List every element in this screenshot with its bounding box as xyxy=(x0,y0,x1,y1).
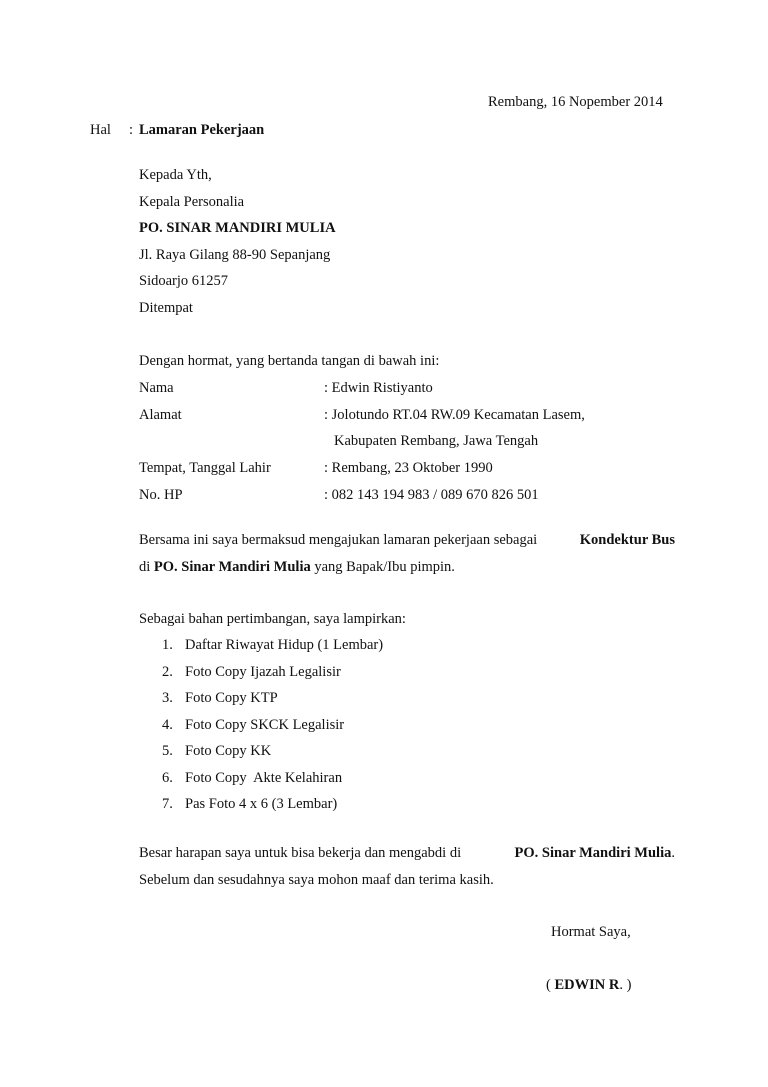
list-item: 4. Foto Copy SKCK Legalisir xyxy=(162,716,345,733)
name-label: Nama xyxy=(139,380,174,396)
phone-label: No. HP xyxy=(139,487,183,503)
subject-value: Lamaran Pekerjaan xyxy=(139,122,265,138)
regards-text: Hormat Saya, xyxy=(551,924,631,940)
recipient-greeting: Kepada Yth, xyxy=(139,167,212,183)
address-label: Alamat xyxy=(139,407,182,423)
recipient-position: Kepala Personalia xyxy=(139,194,245,210)
address-value-line1: : Jolotundo RT.04 RW.09 Kecamatan Lasem, xyxy=(324,407,585,423)
list-item: 1. Daftar Riwayat Hidup (1 Lembar) xyxy=(162,637,384,653)
closing-line2: Sebelum dan sesudahnya saya mohon maaf dan terima kasih. xyxy=(139,872,494,888)
signature-name: ( EDWIN R. ) xyxy=(546,977,632,993)
purpose-text: Bersama ini saya bermaksud mengajukan lamaran pekerjaan sebagai xyxy=(139,532,538,548)
recipient-place: Ditempat xyxy=(139,300,193,316)
attachments-intro: Sebagai bahan pertimbangan, saya lampirkan: xyxy=(139,611,406,627)
list-item: 2. Foto Copy Ijazah Legalisir xyxy=(162,663,341,680)
closing-text: Besar harapan saya untuk bisa bekerja dan mengabdi di xyxy=(139,845,462,861)
birth-value: : Rembang, 23 Oktober 1990 xyxy=(324,460,493,476)
birth-label: Tempat, Tanggal Lahir xyxy=(139,460,271,476)
closing-company: PO. Sinar Mandiri Mulia xyxy=(514,845,672,861)
address-value-line2: Kabupaten Rembang, Jawa Tengah xyxy=(334,433,539,449)
letter-date: Rembang, 16 Nopember 2014 xyxy=(488,94,663,110)
list-item: 5. Foto Copy KK xyxy=(162,743,272,759)
recipient-city: Sidoarjo 61257 xyxy=(139,273,229,289)
attachments-list xyxy=(162,636,383,822)
name-value: : Edwin Ristiyanto xyxy=(324,380,433,396)
purpose-line1 xyxy=(139,531,675,549)
recipient-company: PO. SINAR MANDIRI MULIA xyxy=(139,220,336,236)
intro-text: Dengan hormat, yang bertanda tangan di bawah ini: xyxy=(139,353,440,369)
purpose-company: PO. Sinar Mandiri Mulia xyxy=(153,559,311,575)
closing-company-wrap: PO. Sinar Mandiri Mulia. xyxy=(514,845,675,861)
purpose-prefix: di xyxy=(139,559,151,575)
subject-colon: : xyxy=(129,122,134,138)
list-item: 7. Pas Foto 4 x 6 (3 Lembar) xyxy=(162,796,338,812)
list-item: 3. Foto Copy KTP xyxy=(162,690,278,706)
phone-value: : 082 143 194 983 / 089 670 826 501 xyxy=(324,487,539,503)
purpose-line2 xyxy=(139,558,455,576)
purpose-position: Kondektur Bus xyxy=(579,532,675,548)
closing-line1 xyxy=(139,844,675,862)
purpose-suffix: yang Bapak/Ibu pimpin. xyxy=(314,559,455,575)
list-item: 6. Foto Copy Akte Kelahiran xyxy=(162,769,343,786)
subject-label: Hal xyxy=(90,122,111,138)
recipient-street: Jl. Raya Gilang 88-90 Sepanjang xyxy=(139,247,331,263)
